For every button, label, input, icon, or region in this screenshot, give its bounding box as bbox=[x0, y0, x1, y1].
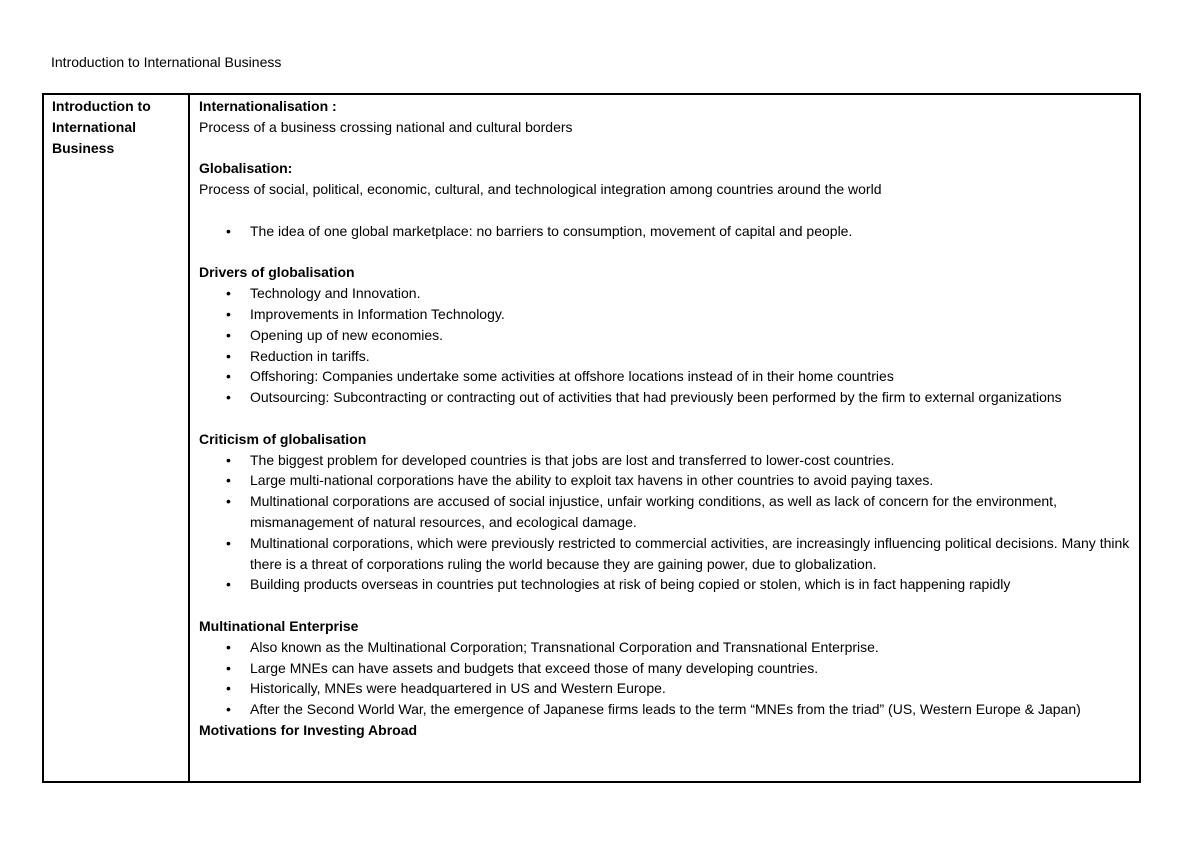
notes-table bbox=[42, 93, 1141, 783]
content-cell bbox=[190, 95, 1139, 781]
section-heading-internationalisation: Internationalisation : bbox=[199, 98, 337, 114]
list-item: • Improvements in Information Technology. bbox=[199, 304, 1135, 325]
list-item: • Multinational corporations, which were previously restricted to commercial activities, are increasingly influencing political decisions. Many think there is a threat of corporations ruling the world because they are gaining power, due to globalization. bbox=[199, 533, 1135, 575]
section-heading-mne: Multinational Enterprise bbox=[199, 617, 359, 634]
list-item: • Also known as the Multinational Corporation; Transnational Corporation and Transnational Enterprise. bbox=[199, 637, 1135, 658]
mne-bullets bbox=[199, 637, 1135, 720]
drivers-bullets bbox=[199, 283, 1135, 408]
internationalisation-definition: Process of a business crossing national and cultural borders bbox=[199, 118, 573, 135]
topic-line: Business bbox=[52, 139, 115, 156]
list-item: • Reduction in tariffs. bbox=[199, 346, 1135, 367]
criticism-bullets bbox=[199, 450, 1135, 596]
list-item: • Historically, MNEs were headquartered in US and Western Europe. bbox=[199, 678, 1135, 699]
list-item: • The biggest problem for developed countries is that jobs are lost and transferred to lower-cost countries. bbox=[199, 450, 1135, 471]
section-heading-globalisation: Globalisation: bbox=[199, 160, 293, 177]
list-item: • Outsourcing: Subcontracting or contracting out of activities that had previously been performed by the firm to external organizations bbox=[199, 387, 1135, 408]
globalisation-bullets bbox=[199, 221, 1135, 242]
globalisation-definition: Process of social, political, economic, cultural, and technological integration among countries around the world bbox=[199, 181, 882, 198]
list-item: • The idea of one global marketplace: no barriers to consumption, movement of capital and people. bbox=[199, 221, 1135, 242]
list-item: • Large MNEs can have assets and budgets that exceed those of many developing countries. bbox=[199, 658, 1135, 679]
list-item: • Technology and Innovation. bbox=[199, 283, 1135, 304]
section-heading-criticism: Criticism of globalisation bbox=[199, 430, 367, 447]
list-item: • Building products overseas in countries put technologies at risk of being copied or stolen, which is in fact happening rapidly bbox=[199, 574, 1135, 595]
section-heading-drivers: Drivers of globalisation bbox=[199, 264, 355, 281]
list-item: • Opening up of new economies. bbox=[199, 325, 1135, 346]
topic-line: Introduction to bbox=[52, 98, 151, 114]
list-item: • Large multi-national corporations have the ability to exploit tax havens in other countries to avoid paying taxes. bbox=[199, 470, 1135, 491]
document-title: Introduction to International Business bbox=[51, 54, 282, 70]
topic-cell bbox=[44, 95, 190, 781]
list-item: • After the Second World War, the emergence of Japanese firms leads to the term “MNEs from the triad” (US, Western Europe & Japan) bbox=[199, 699, 1135, 720]
section-heading-motivations: Motivations for Investing Abroad bbox=[199, 721, 418, 738]
list-item: • Offshoring: Companies undertake some activities at offshore locations instead of in their home countries bbox=[199, 366, 1135, 387]
topic-line: International bbox=[52, 118, 137, 135]
list-item: • Multinational corporations are accused of social injustice, unfair working conditions, as well as lack of concern for the environment, mismanagement of natural resources, and ecological damage. bbox=[199, 491, 1135, 533]
